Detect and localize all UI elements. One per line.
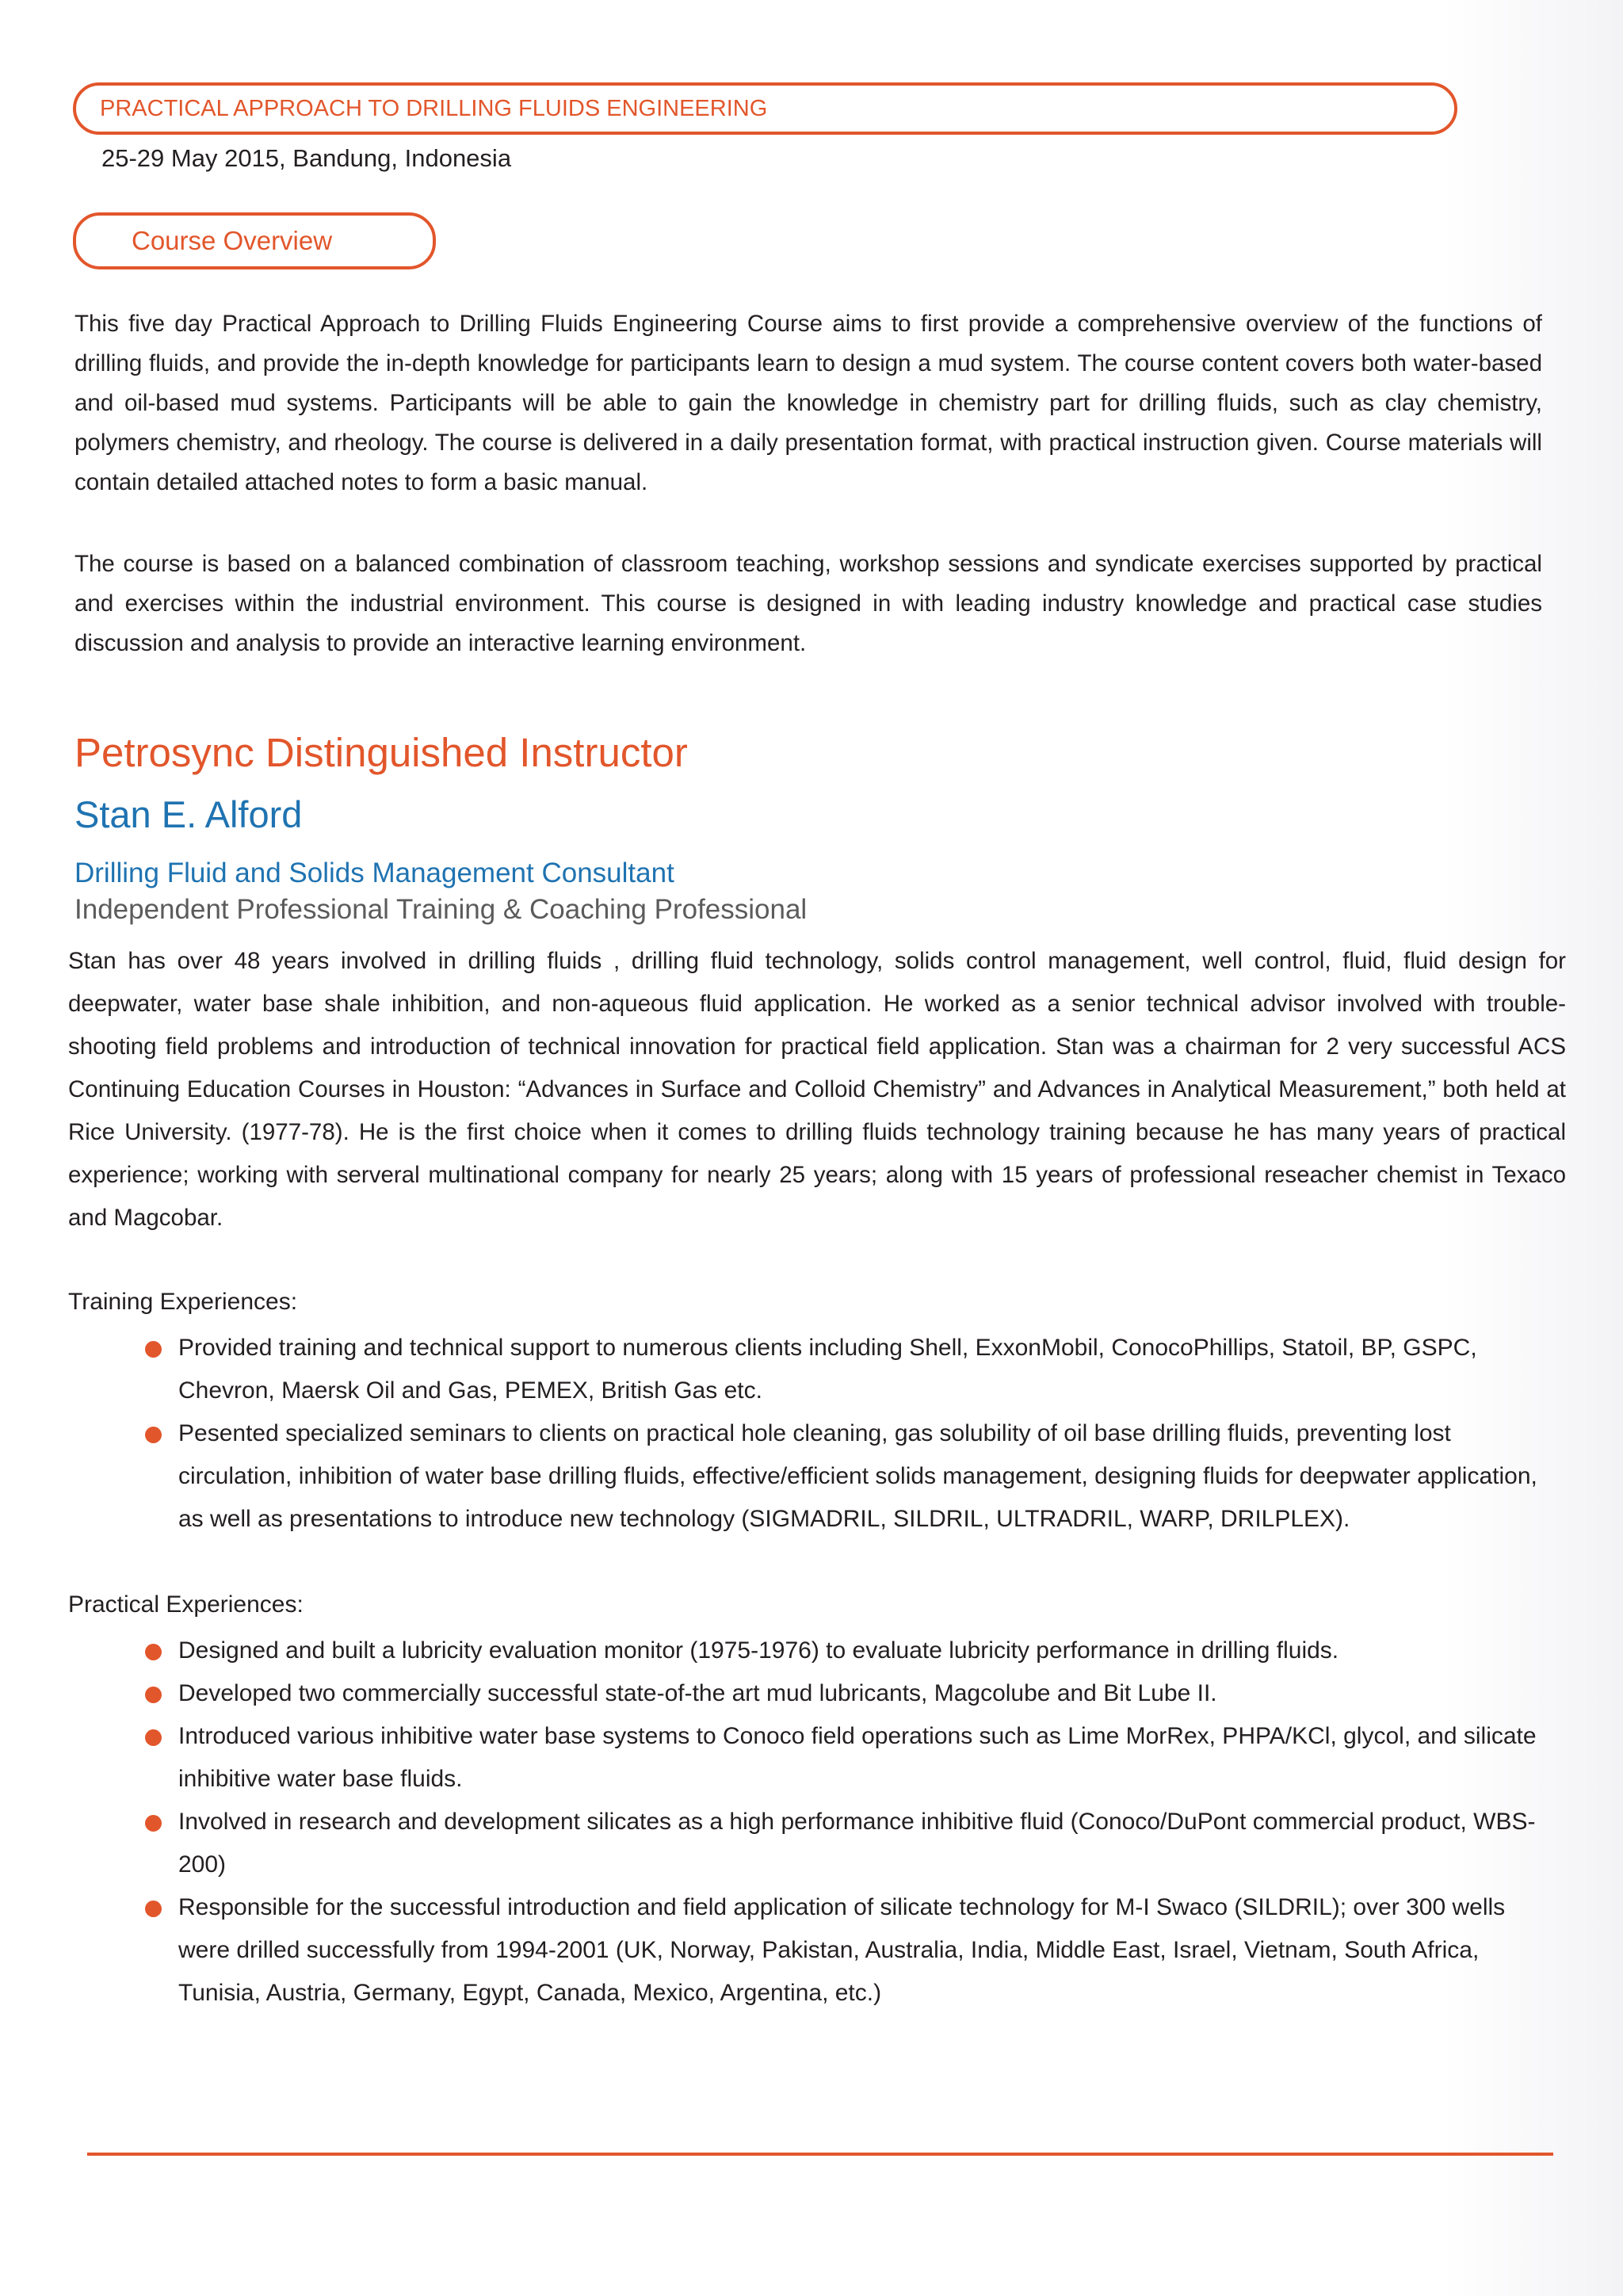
- list-item: [178, 1886, 1553, 2015]
- footer-divider: [87, 2153, 1553, 2156]
- instructor-heading: Petrosync Distinguished Instructor: [74, 730, 688, 775]
- list-item-text: Designed and built a lubricity evaluation monitor (1975-1976) to evaluate lubricity performance in drilling fluids.: [178, 1637, 1339, 1664]
- list-item: [178, 1412, 1553, 1541]
- overview-paragraph-1: This five day Practical Approach to Drilling Fluids Engineering Course aims to first provide a comprehensive overview of the functions of drilling fluids, and provide the in-depth knowledge for participants learn to design a mud system. The course content covers both water-based and oil-based mud systems. Participants will be able to gain the knowledge in chemistry part for drilling fluids, such as clay chemistry, polymers chemistry, and rheology. The course is delivered in a daily presentation format, with practical instruction given. Course materials will contain detailed attached notes to form a basic manual.: [74, 311, 1542, 495]
- course-title: PRACTICAL APPROACH TO DRILLING FLUIDS ENGINEERING: [100, 95, 768, 121]
- instructor-title: Drilling Fluid and Solids Management Consultant: [74, 858, 674, 888]
- list-item: [178, 1672, 1553, 1715]
- list-item: [178, 1801, 1553, 1886]
- list-item: [178, 1629, 1553, 1672]
- list-item-text: Provided training and technical support to numerous clients including Shell, ExxonMobil, ConocoPhillips, Statoil, BP, GSPC, Chevron, Maersk Oil and Gas, PEMEX, British Gas etc.: [178, 1335, 1477, 1404]
- training-experiences-heading: Training Experiences:: [68, 1289, 298, 1315]
- bullet-icon: [145, 1341, 162, 1358]
- bullet-icon: [145, 1644, 162, 1660]
- list-item-text: Involved in research and development silicates as a high performance inhibitive fluid (Conoco/DuPont commercial product, WBS-200): [178, 1809, 1536, 1878]
- practical-experiences-heading: Practical Experiences:: [68, 1591, 304, 1618]
- bullet-icon: [145, 1427, 162, 1443]
- list-item: [178, 1327, 1553, 1412]
- list-item-text: Developed two commercially successful state-of-the art mud lubricants, Magcolube and Bit Lube II.: [178, 1680, 1217, 1706]
- instructor-subtitle: Independent Professional Training & Coaching Professional: [74, 894, 808, 925]
- list-item: [178, 1715, 1553, 1801]
- instructor-bio: Stan has over 48 years involved in drilling fluids , drilling fluid technology, solids control management, well control, fluid, fluid design for deepwater, water base shale inhibition, and non-aqueous fluid application. He worked as a senior technical advisor involved with trouble-shooting field problems and introduction of technical innovation for practical field application. Stan was a chairman for 2 very successful ACS Continuing Education Courses in Houston: “Advances in Surface and Colloid Chemistry” and Advances in Analytical Measurement,” both held at Rice University. (1977-78). He is the first choice when it comes to drilling fluids technology training because he has many years of practical experience; working with serveral multinational company for nearly 25 years; along with 15 years of professional reseacher chemist in Texaco and Magcobar.: [68, 948, 1566, 1231]
- instructor-name: Stan E. Alford: [74, 793, 303, 835]
- list-item-text: Responsible for the successful introduction and field application of silicate technology for M-I Swaco (SILDRIL); over 300 wells were drilled successfully from 1994-2001 (UK, Norway, Pakistan, Australia, India, Middle East, Israel, Vietnam, South Africa, Tunisia, Austria, Germany, Egypt, Canada, Mexico, Argentina, etc.): [178, 1894, 1506, 2006]
- course-title-banner: [73, 82, 1457, 135]
- bullet-icon: [145, 1687, 162, 1703]
- list-item-text: Pesented specialized seminars to clients on practical hole cleaning, gas solubility of oil base drilling fluids, preventing lost circulation, inhibition of water base drilling fluids, effective/efficient solids management, designing fluids for deepwater application, as well as presentations to introduce new technology (SIGMADRIL, SILDRIL, ULTRADRIL, WARP, DRILPLEX).: [178, 1420, 1537, 1532]
- bullet-icon: [145, 1729, 162, 1746]
- bullet-icon: [145, 1815, 162, 1832]
- list-item-text: Introduced various inhibitive water base systems to Conoco field operations such as Lime MorRex, PHPA/KCl, glycol, and silicate inhibitive water base fluids.: [178, 1723, 1537, 1792]
- course-overview-label: [73, 212, 436, 269]
- course-overview-text: Course Overview: [132, 226, 333, 255]
- training-experiences-list: [178, 1327, 1553, 1541]
- bullet-icon: [145, 1901, 162, 1917]
- practical-experiences-list: [178, 1629, 1553, 2015]
- overview-paragraph-2: The course is based on a balanced combination of classroom teaching, workshop sessions and syndicate exercises supported by practical and exercises within the industrial environment. This course is designed in with leading industry knowledge and practical case studies discussion and analysis to provide an interactive learning environment.: [74, 551, 1542, 656]
- date-location: 25-29 May 2015, Bandung, Indonesia: [101, 144, 512, 172]
